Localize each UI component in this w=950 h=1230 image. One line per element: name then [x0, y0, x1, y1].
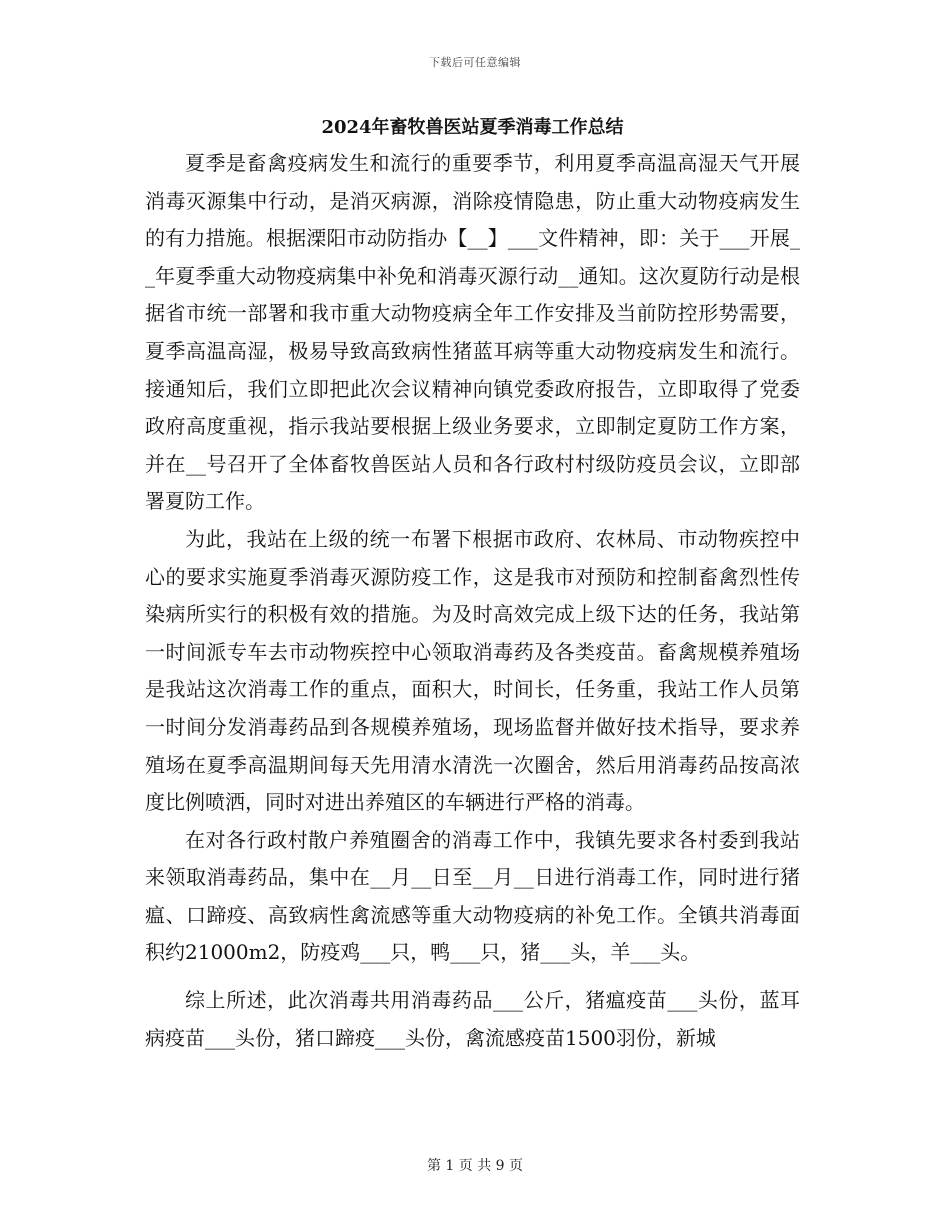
- paragraph-3: 在对各行政村散户养殖圈舍的消毒工作中，我镇先要求各村委到我站来领取消毒药品，集中在__月__日至__月__日进行消毒工作，同时进行猪瘟、口蹄疫、高致病性禽流感等重大动物疫病的补免工作。全镇共消毒面积约21000m2，防疫鸡___只，鸭___只，猪___头，羊___头。: [145, 827, 800, 965]
- paragraph-1: 夏季是畜禽疫病发生和流行的重要季节，利用夏季高温高湿天气开展消毒灭源集中行动，是消灭病源，消除疫情隐患，防止重大动物疫病发生的有力措施。根据溧阳市动防指办【__】___文件精神，即：关于___开展__年夏季重大动物疫病集中补免和消毒灭源行动__通知。这次夏防行动是根据省市统一部署和我市重大动物疫病全年工作安排及当前防控形势需要，夏季高温高湿，极易导致高致病性猪蓝耳病等重大动物疫病发生和流行。接通知后，我们立即把此次会议精神向镇党委政府报告，立即取得了党委政府高度重视，指示我站要根据上级业务要求，立即制定夏防工作方案，并在__号召开了全体畜牧兽医站人员和各行政村村级防疫员会议，立即部署夏防工作。: [145, 151, 800, 514]
- paragraph-4: 综上所述，此次消毒共用消毒药品___公斤，猪瘟疫苗___头份，蓝耳病疫苗___头份，猪口蹄疫___头份，禽流感疫苗1500羽份，新城: [145, 988, 800, 1050]
- document-body: [145, 145, 800, 1057]
- document-title: 2024年畜牧兽医站夏季消毒工作总结: [321, 117, 624, 138]
- paragraph-2: 为此，我站在上级的统一布署下根据市政府、农林局、市动物疾控中心的要求实施夏季消毒灭源防疫工作，这是我市对预防和控制畜禽烈性传染病所实行的积极有效的措施。为及时高效完成上级下达的任务，我站第一时间派专车去市动物疾控中心领取消毒药及各类疫苗。畜禽规模养殖场是我站这次消毒工作的重点，面积大，时间长，任务重，我站工作人员第一时间分发消毒药品到各规模养殖场，现场监督并做好技术指导，要求养殖场在夏季高温期间每天先用清水清洗一次圈舍，然后用消毒药品按高浓度比例喷洒，同时对进出养殖区的车辆进行严格的消毒。: [145, 526, 800, 815]
- page-footer: 第 1 页 共 9 页: [426, 1158, 524, 1174]
- header-note: 下载后可任意编辑: [429, 56, 521, 69]
